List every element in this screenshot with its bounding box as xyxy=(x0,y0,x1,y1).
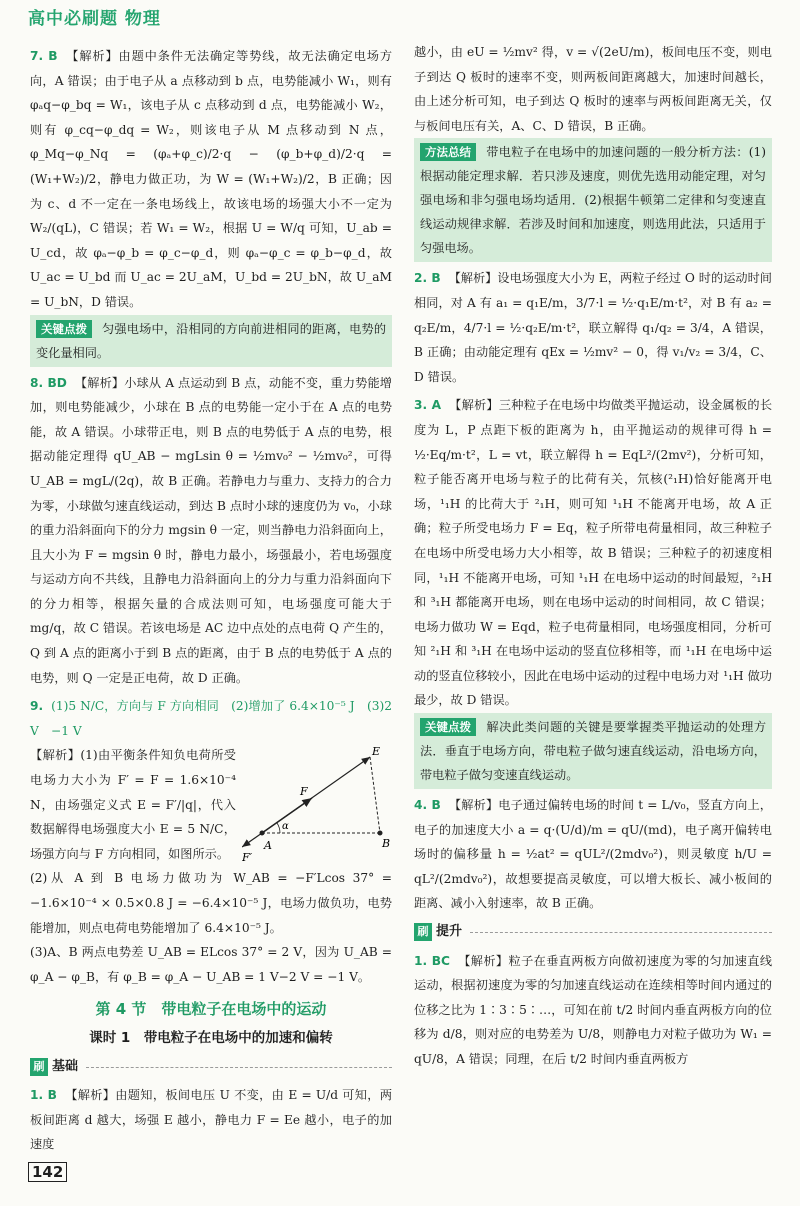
improve-answer-1 xyxy=(414,949,772,1072)
basic-answer-4-number: 4. B xyxy=(414,798,441,813)
answer-8-text: 【解析】小球从 A 点运动到 B 点，动能不变，重力势能增加，则电势能减少，小球在 B 点的电势能一定小于在 A 点的电势能，故 A 错误。小球带正电，则 B 点的电势低于 A 点的电势，根据动能定理得 qU_AB − mgLsin θ = ½mv₀² − ½mv₀²，可得 U_AB = mgL/(2q)，故 B 正确。若静电力与重力、支持力的合力为零，小球做匀速直线运动，到达 B 点时小球的速度仍为 v₀，小球的重力沿斜面向下的分力 mgsin θ 一定，则当静电力沿斜面向上，且大小为 F = mgsin θ 时，静电力最小，场强最小，若电场强度与运动方向不共线，且静电力沿斜面向上的分力与重力沿斜面向下的分力相等，根据矢量的合成法则可知，电场强度可能大于 mg/q，故 C 错误。若该电场是 AC 边中点处的点电荷 Q 产生的，Q 到 A 点的距离小于到 B 点的距离，由于 B 点的电势低于 A 点的电势，则 Q 一定是正电荷，故 D 正确。 xyxy=(30,375,392,685)
point-b-dot xyxy=(378,831,383,836)
label-a: A xyxy=(264,839,272,853)
right-column xyxy=(414,40,772,1072)
improve-section-label: 提升 xyxy=(436,924,463,940)
basic-answer-4 xyxy=(414,793,772,916)
force-diagram xyxy=(242,743,392,863)
basic-answer-1-text: 【解析】由题知，板间电压 U 不变，由 E = U/d 可知，两板间距离 d 越大，场强 E 越小，静电力 F = Ee 越小，电子的加速度 xyxy=(30,1088,393,1152)
answer-7-number: 7. B xyxy=(30,49,58,63)
answer-9-part-2: (2)从 A 到 B 电场力做功为 W_AB = −F′Lcos 37° = −1.6×10⁻⁴ × 0.5×0.8 J = −6.4×10⁻⁵ J，电场力做负功，电势能增加，则点电荷电势能增加了 6.4×10⁻⁵ J。 xyxy=(30,871,392,935)
label-b: B xyxy=(382,837,391,851)
answer-9-answer: (1)5 N/C，方向与 F 方向相同 (2)增加了 6.4×10⁻⁵ J (3)2 V −1 V xyxy=(30,699,392,738)
point-a-dot xyxy=(260,831,265,836)
section-title: 第 4 节 带电粒子在电场中的运动 xyxy=(95,1000,327,1019)
answer-9-header xyxy=(30,694,392,743)
key-tip-2 xyxy=(414,713,772,789)
basic-answer-3 xyxy=(414,393,772,713)
divider xyxy=(86,1066,392,1068)
basic-answer-3-text: 【解析】三种粒子在电场中均做类平抛运动，设金属板的长度为 L，P 点距下板的距离为 h，由平抛运动的规律可得 h = ½·Eq/m·t²，L = vt，联立解得 h = EqL²/(2mv²)，分析可知，粒子能否离开电场与粒子的比荷有关，氘核(²₁H)恰好能离开电场，¹₁H 的比荷大于 ²₁H，则可知 ¹₁H 不能离开电场，故 A 正确；粒子所受电场力 F = Eq，粒子所带电荷量相同，故三种粒子在电场中所受电场力大小相等，故 B 错误；三种粒子的初速度相同，¹₁H 不能离开电场，可知 ¹₁H 在电场中运动的时间最短，²₁H 和 ³₁H 都能离开电场，则在电场中运动的时间相同，故 C 错误；电场力做功 W = Eqd，粒子电荷量相同，电场强度相同，分析可知 ²₁H 和 ³₁H 在电场中运动的竖直位移相等，而 ¹₁H 在电场中运动的竖直位移较小，因此在电场中运动的过程中电场力对 ¹₁H 做功最少，故 D 错误。 xyxy=(414,398,773,708)
brush-icon: 刷 xyxy=(414,923,432,941)
basic-section-bar xyxy=(30,1055,392,1080)
angle-arc xyxy=(277,823,280,833)
answer-8-number: 8. BD xyxy=(30,375,67,390)
method-summary-text: 带电粒子在电场中的加速问题的一般分析方法：(1)根据动能定理求解．若只涉及速度，则优先选用动能定理，对匀强电场和非匀强电场均适用．(2)根据牛顿第二定律和匀变速直线运动规律求解．若涉及时间和加速度，则选用此法，只适用于匀强电场。 xyxy=(420,145,767,256)
label-e: E xyxy=(372,745,381,759)
key-tip-2-tag: 关键点拨 xyxy=(420,718,476,736)
left-column xyxy=(30,40,392,1157)
page-number: 142 xyxy=(28,1162,67,1182)
basic-answer-1 xyxy=(30,1083,392,1157)
key-tip-1-tag: 关键点拨 xyxy=(36,320,92,338)
label-alpha: α xyxy=(282,821,289,833)
lesson-title: 课时 1 带电粒子在电场中的加速和偏转 xyxy=(89,1029,333,1046)
answer-7-text: 【解析】由题中条件无法确定等势线，故无法确定电场方向，A 错误；由于电子从 a 点移动到 b 点，电势能减小 W₁，则有 φₐq−φ_bq = W₁，该电子从 c 点移动到 d 点，电势能减小 W₂，则有 φ_cq−φ_dq = W₂，则该电子从 M 点移动到 N 点，φ_Mq−φ_Nq = (φₐ+φ_c)/2·q − (φ_b+φ_d)/2·q = (W₁+W₂)/2，静电力做正功，为 W = (W₁+W₂)/2，B 正确；因为 c、d 不一定在一条电场线上，故该电场的场强大小不一定为 W₂/(qL)，C 错误；若 W₁ = W₂，根据 U = W/q 可知，U_ab = U_cd，故 φₐ−φ_b = φ_c−φ_d，则 φₐ−φ_c = φ_b−φ_d，故 U_ac = U_bd 而 U_ac = 2U_aM，U_bd = 2U_bN，故 U_aM = U_bN，D 错误。 xyxy=(30,49,393,309)
basic-answer-4-text: 【解析】电子通过偏转电场的时间 t = L/v₀，竖直方向上，电子的加速度大小 a = q·(U/d)/m = qU/(md)，电子离开偏转电场时的偏移量 h = ½at² = qUL²/(2mdv₀²)，则灵敏度 h/U = qL²/(2mdv₀²)，故想要提高灵敏度，可以增大板长、减小板间的距离、减小入射速率，故 B 正确。 xyxy=(414,798,772,911)
basic-answer-1-number: 1. B xyxy=(30,1088,57,1103)
label-f: F xyxy=(300,785,308,799)
label-f-prime: F′ xyxy=(242,851,253,864)
key-tip-1 xyxy=(30,315,392,367)
basic-answer-1-continued: 越小，由 eU = ½mv² 得，v = √(2eU/m)，板间电压不变，则电子到达 Q 板时的速率不变，则两板间距离越大，加速时间越长，由上述分析可知，电子到达 Q 板时的速率与两板间距离无关，仅与板间电压有关，A、C、D 错误，B 正确。 xyxy=(414,45,772,133)
method-summary-tag: 方法总结 xyxy=(420,143,476,161)
method-summary xyxy=(414,138,772,262)
answer-7 xyxy=(30,44,392,315)
basic-answer-2-number: 2. B xyxy=(414,271,441,286)
improve-answer-1-text: 【解析】粒子在垂直两板方向做初速度为零的匀加速直线运动，根据初速度为零的匀加速直线运动在连续相等时间内通过的位移之比为 1∶3∶5∶…，可知在前 t/2 时间内垂直两板方向的位移为 d/8，则对应的电势差为 U/8，则静电力对粒子做功为 W₁ = qU/8，A 错误；同理，在后 t/2 时间内垂直两板方 xyxy=(414,953,773,1066)
eb-line xyxy=(370,757,380,833)
key-tip-1-text: 匀强电场中，沿相同的方向前进相同的距离，电势的变化量相同。 xyxy=(36,321,387,360)
divider xyxy=(470,931,772,933)
basic-answer-2 xyxy=(414,266,772,389)
answer-8 xyxy=(30,371,392,691)
brush-icon: 刷 xyxy=(30,1058,48,1076)
improve-section-bar xyxy=(414,920,772,945)
key-tip-2-text: 解决此类问题的关键是要掌握类平抛运动的处理方法．垂直于电场方向，带电粒子做匀速直线运动，沿电场方向，带电粒子做匀变速直线运动。 xyxy=(420,720,767,783)
answer-9-number: 9. xyxy=(30,699,44,714)
answer-9-part-3: (3)A、B 两点电势差 U_AB = ELcos 37° = 2 V，因为 U_AB = φ_A − φ_B，有 φ_B = φ_A − U_AB = 1 V−2 V = −1 V。 xyxy=(30,945,392,984)
basic-section-label: 基础 xyxy=(52,1058,79,1074)
force-prime-vector-line xyxy=(242,833,262,847)
basic-answer-2-text: 【解析】设电场强度大小为 E，两粒子经过 O 时的运动时间相同，对 A 有 a₁ = q₁E/m，3/7·l = ½·q₁E/m·t²，对 B 有 a₂ = q₂E/m，4/7·l = ½·q₂E/m·t²，联立解得 q₁/q₂ = 3/4，A 错误，B 正确；由动能定理有 qEx = ½mv² − 0，得 v₁/v₂ = 3/4，C、D 错误。 xyxy=(414,271,772,384)
improve-answer-1-number: 1. BC xyxy=(414,953,450,968)
answer-9-part-1: 【解析】(1)由平衡条件知负电荷所受电场力大小为 F′ = F = 1.6×10⁻⁴ N，由场强定义式 E = F′/|q|，代入数据解得电场强度大小 E = 5 N/C，场强方向与 F 方向相同，如图所示。 xyxy=(30,748,236,861)
page-header: 高中必刷题 物理 xyxy=(28,9,161,29)
basic-answer-3-number: 3. A xyxy=(414,398,442,413)
